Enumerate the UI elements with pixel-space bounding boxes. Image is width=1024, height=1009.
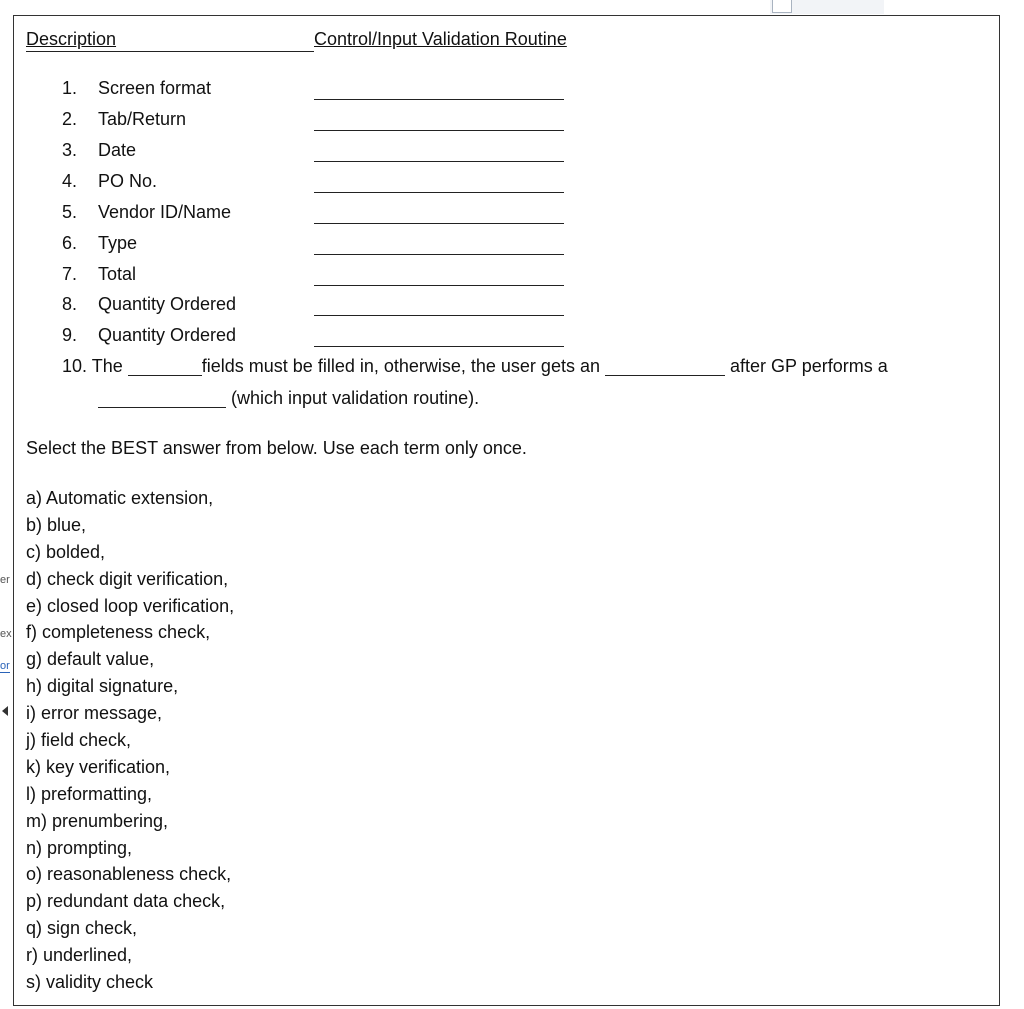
item-label: Vendor ID/Name — [98, 202, 232, 222]
question-text: fields must be filled in, otherwise, the user gets an — [201, 356, 600, 376]
option-item: f) completeness check, — [26, 622, 211, 643]
item-number: 4. — [62, 171, 78, 191]
answer-blank — [314, 192, 564, 193]
instruction-text: Select the BEST answer from below. Use each term only once. — [26, 438, 527, 458]
header-underline — [26, 51, 314, 52]
background-window-edge — [0, 0, 12, 1009]
item-number: 1. — [62, 78, 78, 98]
option-item: p) redundant data check, — [26, 891, 226, 912]
item-number: 2. — [62, 109, 78, 129]
background-link-fragment[interactable]: or — [0, 660, 10, 672]
option-item: d) check digit verification, — [26, 568, 229, 589]
question-10 — [62, 356, 888, 377]
option-item: c) bolded, — [26, 541, 106, 562]
item-label: PO No. — [98, 171, 158, 191]
option-item: h) digital signature, — [26, 676, 179, 697]
question-text: after GP performs a — [730, 356, 888, 376]
answer-blank — [314, 285, 564, 286]
item-number: 9. — [62, 325, 78, 345]
background-text-fragment: ex — [0, 628, 12, 640]
item-number: 8. — [62, 294, 78, 314]
option-item: b) blue, — [26, 514, 87, 535]
control-header: Control/Input Validation Routine — [314, 29, 567, 49]
option-item: i) error message, — [26, 703, 163, 724]
item-label: Screen format — [98, 78, 212, 98]
option-item: l) preformatting, — [26, 783, 153, 804]
item-label: Quantity Ordered — [98, 294, 237, 314]
answer-blank — [98, 389, 226, 408]
option-item: g) default value, — [26, 649, 155, 670]
option-item: a) Automatic extension, — [26, 488, 214, 508]
item-number: 7. — [62, 264, 78, 284]
answer-blank — [314, 161, 564, 162]
item-label: Quantity Ordered — [98, 325, 237, 345]
window-box-icon — [772, 0, 792, 13]
item-label: Type — [98, 233, 138, 253]
answer-blank — [314, 223, 564, 224]
option-item: r) underlined, — [26, 945, 133, 966]
option-item: e) closed loop verification, — [26, 595, 235, 616]
item-number: 10. — [62, 356, 88, 376]
option-item: j) field check, — [26, 730, 132, 751]
worksheet-document — [13, 15, 1000, 1006]
answer-blank — [314, 99, 564, 100]
answer-blank — [128, 357, 202, 376]
option-item: o) reasonableness check, — [26, 864, 232, 885]
answer-blank — [605, 357, 725, 376]
option-item: q) sign check, — [26, 918, 138, 939]
item-number: 5. — [62, 202, 78, 222]
item-label: Tab/Return — [98, 109, 187, 129]
option-item: n) prompting, — [26, 837, 133, 858]
answer-blank — [314, 346, 564, 347]
item-number: 3. — [62, 140, 78, 160]
option-item: m) prenumbering, — [26, 810, 169, 831]
answer-blank — [314, 130, 564, 131]
question-text: The — [91, 356, 123, 376]
item-label: Total — [98, 264, 137, 284]
option-item: k) key verification, — [26, 756, 171, 777]
option-item: s) validity check — [26, 972, 154, 993]
scroll-left-arrow-icon[interactable] — [2, 706, 8, 716]
background-text-fragment: er — [0, 574, 10, 586]
answer-blank — [314, 315, 564, 316]
answer-blank — [314, 254, 564, 255]
background-toolbar-fragment — [770, 0, 884, 14]
question-text: (which input validation routine). — [231, 388, 480, 408]
question-10-continued — [98, 388, 479, 409]
answer-options-list — [26, 485, 234, 996]
description-header: Description — [26, 29, 117, 49]
item-label: Date — [98, 140, 137, 160]
item-number: 6. — [62, 233, 78, 253]
